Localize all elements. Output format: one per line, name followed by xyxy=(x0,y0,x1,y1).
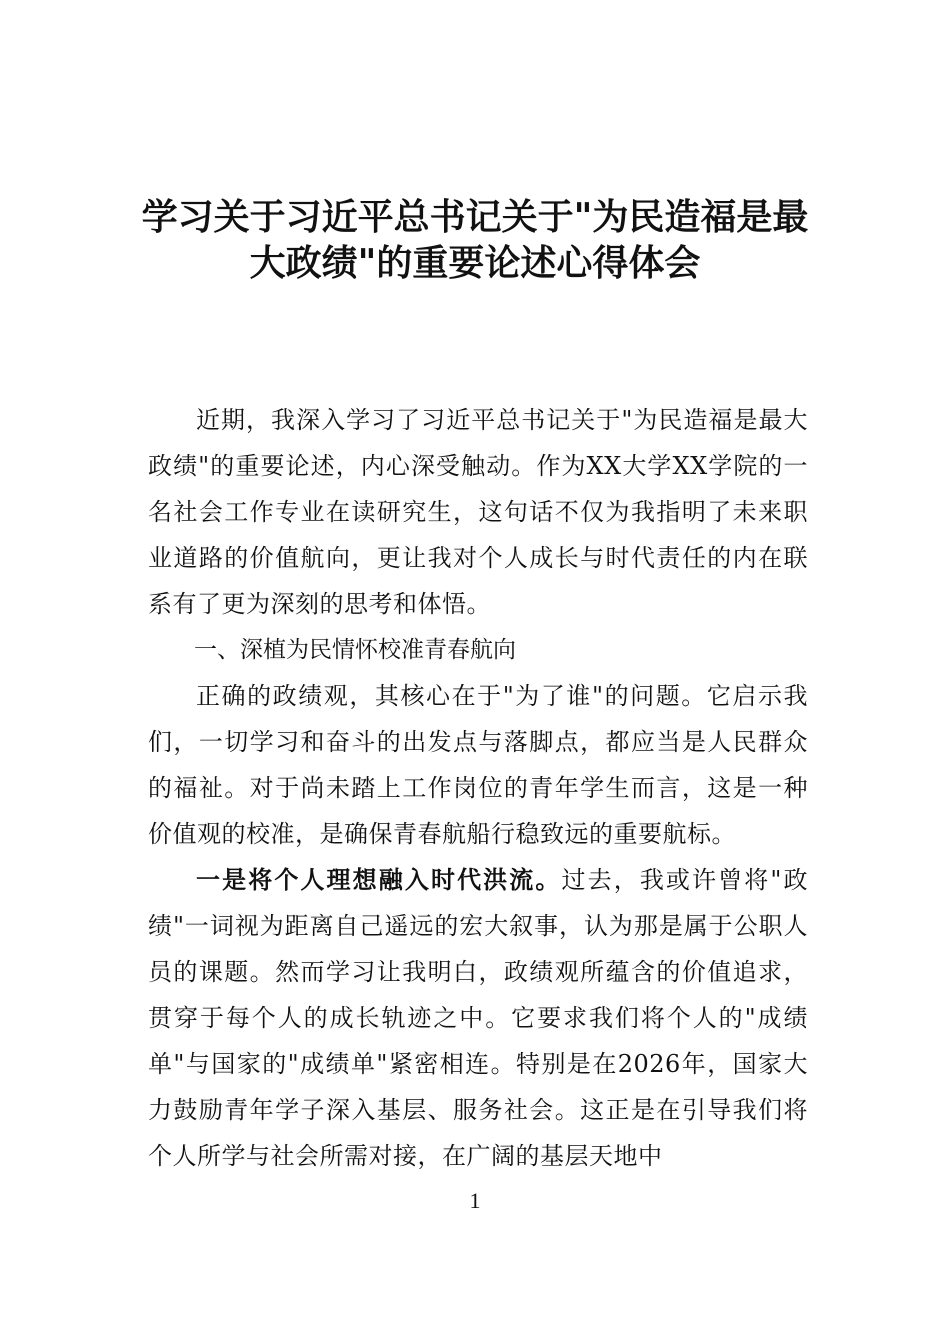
document-title-line-2: 大政绩"的重要论述心得体会 xyxy=(249,242,701,284)
document-title-line-1: 学习关于习近平总书记关于"为民造福是最 xyxy=(141,196,809,238)
paragraph-text: 过去，我或许曾将"政绩"一词视为距离自己遥远的宏大叙事，认为那是属于公职人员的课题。然而学习让我明白，政绩观所蕴含的价值追求，贯穿于每个人的成长轨迹之中。它要求我们将个人的"成绩单"与国家的"成绩单"紧密相连。特别是在2026年，国家大力鼓励青年学子深入基层、服务社会。这正是在引导我们将个人所学与社会所需对接，在广阔的基层天地中 xyxy=(148,866,808,1170)
paragraph-lead-text: 一是将个人理想融入时代洪流。 xyxy=(196,865,562,894)
document-body xyxy=(148,397,808,1179)
intro-paragraph: 近期，我深入学习了习近平总书记关于"为民造福是最大政绩"的重要论述，内心深受触动。作为XX大学XX学院的一名社会工作专业在读研究生，这句话不仅为我指明了未来职业道路的价值航向，更让我对个人成长与时代责任的内在联系有了更为深刻的思考和体悟。 xyxy=(148,406,808,618)
page-number: 1 xyxy=(469,1188,481,1213)
section-heading: 一、深植为民情怀校准青春航向 xyxy=(194,637,516,663)
body-paragraph: 正确的政绩观，其核心在于"为了谁"的问题。它启示我们，一切学习和奋斗的出发点与落脚点，都应当是人民群众的福祉。对于尚未踏上工作岗位的青年学生而言，这是一种价值观的校准，是确保青春航船行稳致远的重要航标。 xyxy=(148,682,808,848)
body-paragraph-with-lead xyxy=(148,857,808,1179)
